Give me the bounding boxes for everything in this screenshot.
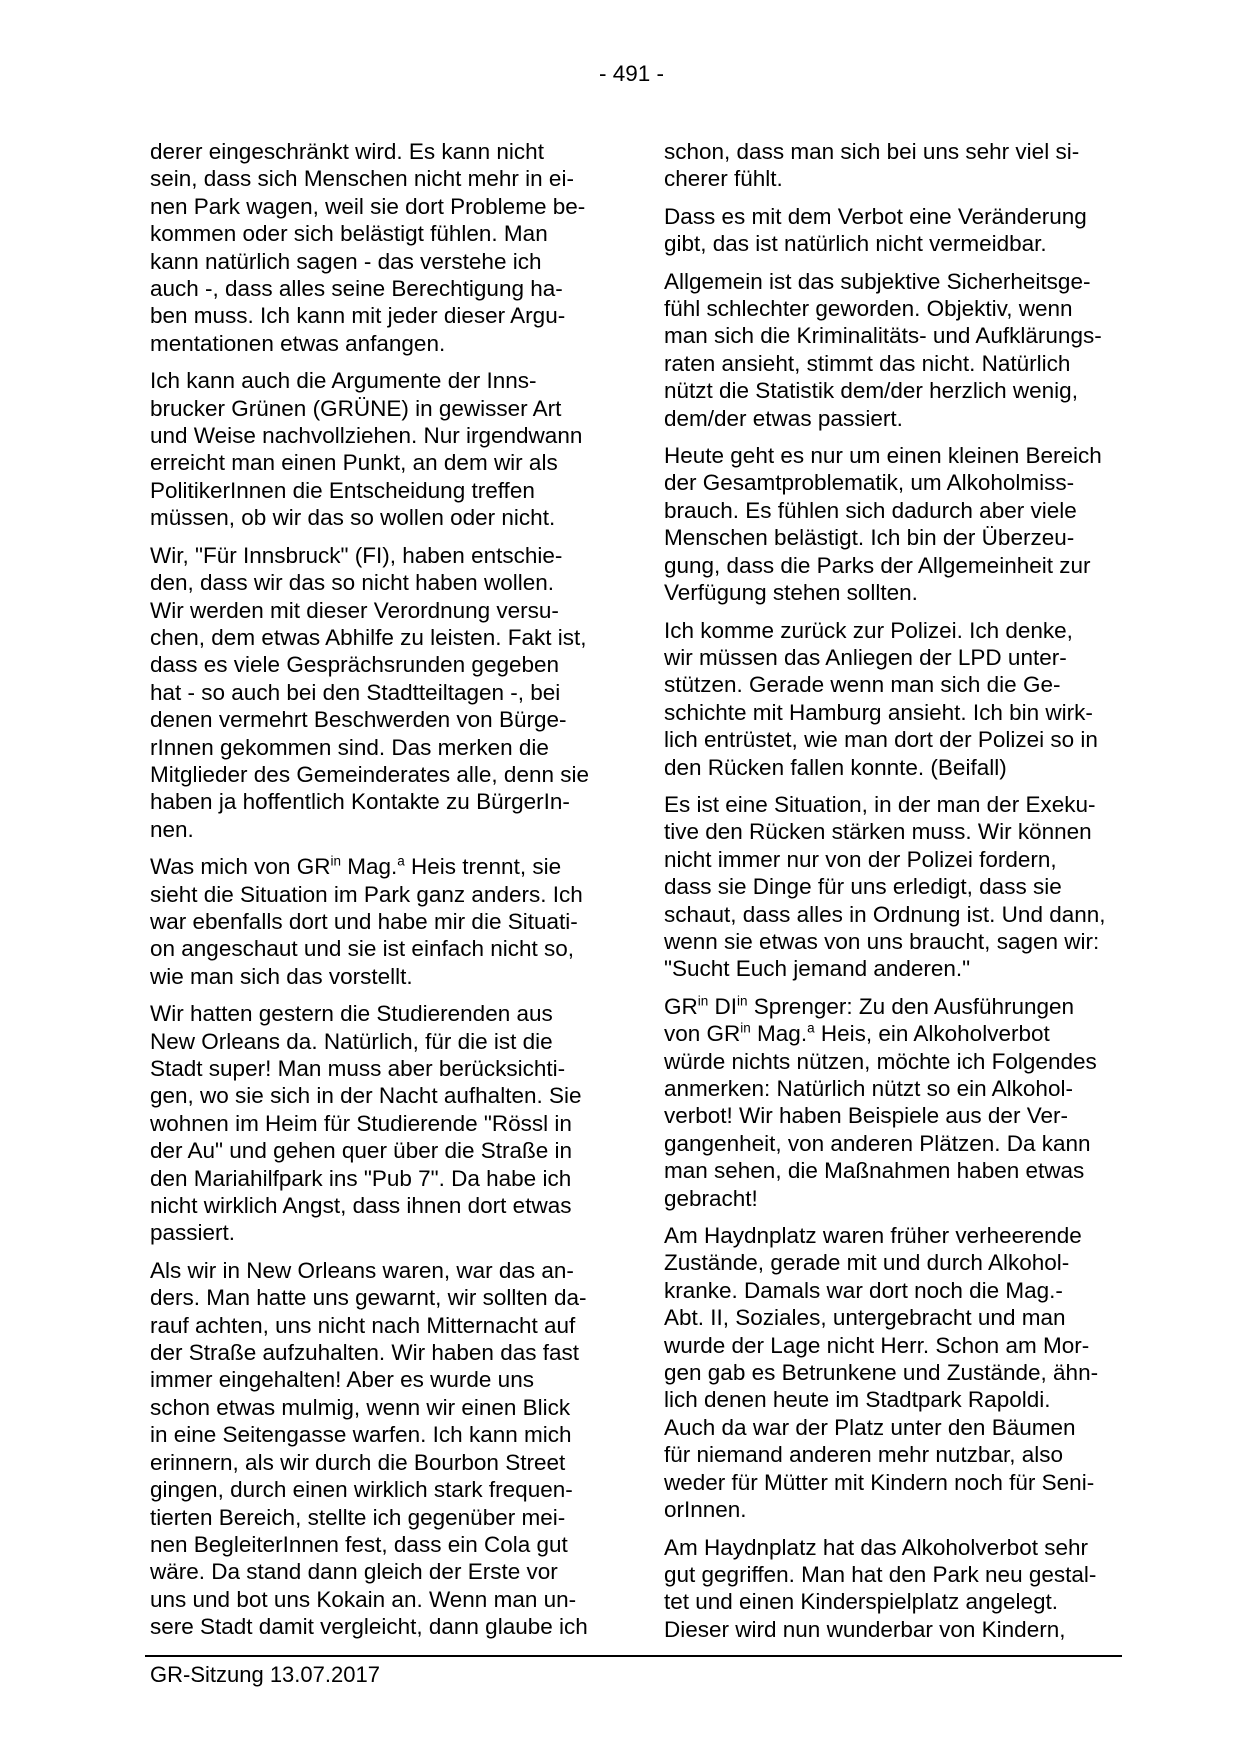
text-line: wenn sie etwas von uns braucht, sagen wir: [664,928,1100,954]
text-line: Was mich von $GR^{in}$ Mag.$^a$ Heis trennt, sie [150,853,562,880]
text-line: für niemand anderen mehr nutzbar, also [664,1442,1063,1468]
text-line: wäre. Da stand dann gleich der Erste vor [150,1559,558,1585]
right-text-column [664,138,1134,1653]
text-line: sieht die Situation im Park ganz anders. Ich [150,881,583,907]
text-line: Dieser wird nun wunderbar von Kindern, [664,1616,1066,1642]
text-line: rauf achten, uns nicht nach Mitternacht auf [150,1312,576,1338]
paragraph [150,138,620,357]
text-line: man sehen, die Maßnahmen haben etwas [664,1158,1085,1184]
text-line: $GR^{in}$ $DI^{in}$ Sprenger: Zu den Ausführungen [664,993,1075,1019]
text-line: tet und einen Kinderspielplatz angelegt. [664,1589,1059,1615]
text-line: Als wir in New Orleans waren, war das an- [150,1257,574,1283]
text-line: schon etwas mulmig, wenn wir einen Blick [150,1394,571,1420]
text-line: in eine Seitengasse warfen. Ich kann mich [150,1422,572,1448]
paragraph [664,791,1134,983]
text-line: tierten Bereich, stellte ich gegenüber mei- [150,1504,566,1530]
footer-session-label: GR-Sitzung 13.07.2017 [150,1662,380,1687]
text-line: den Mariahilfpark ins "Pub 7". Da habe ich [150,1165,572,1191]
text-line: New Orleans da. Natürlich, für die ist die [150,1028,553,1054]
text-line: Am Haydnplatz hat das Alkoholverbot sehr [664,1534,1088,1560]
text-line: nicht immer nur von der Polizei fordern, [664,846,1057,872]
text-line: verbot! Wir haben Beispiele aus der Ver- [664,1103,1068,1129]
text-line: gangenheit, von anderen Plätzen. Da kann [664,1130,1091,1156]
text-line: mentationen etwas anfangen. [150,330,446,356]
paragraph [150,367,620,531]
text-line: wie man sich das vorstellt. [150,963,413,989]
superscript: in [330,853,341,869]
text-line: kann natürlich sagen - das verstehe ich [150,248,542,274]
text-line: nützt die Statistik dem/der herzlich wenig, [664,378,1078,404]
text-line: gebracht! [664,1185,758,1211]
text-line: Stadt super! Man muss aber berücksichti- [150,1056,566,1081]
text-line: gen gab es Betrunkene und Zustände, ähn- [664,1360,1099,1386]
text-line: erreicht man einen Punkt, an dem wir als [150,450,558,476]
text-line: anmerken: Natürlich nützt so ein Alkohol- [664,1076,1073,1101]
text-line: nicht wirklich Angst, dass ihnen dort etwas [150,1193,572,1219]
text-line: denen vermehrt Beschwerden von Bürge- [150,707,567,733]
text-line: Mitglieder des Gemeinderates alle, denn sie [150,761,589,787]
paragraph [150,853,620,990]
text-line: schaut, dass alles in Ordnung ist. Und dann, [664,901,1106,927]
text-line: erinnern, als wir durch die Bourbon Street [150,1449,566,1475]
text-line: Menschen belästigt. Ich bin der Überzeu- [664,525,1075,551]
text-line: würde nichts nützen, möchte ich Folgendes [664,1048,1097,1074]
text-line: Auch da war der Platz unter den Bäumen [664,1414,1076,1440]
text-line: gibt, das ist natürlich nicht vermeidbar. [664,231,1047,257]
text-line: Ich komme zurück zur Polizei. Ich denke, [664,617,1073,643]
paragraph [664,1222,1134,1523]
text-line: Es ist eine Situation, in der man der Exeku- [664,791,1096,817]
text-line: stützen. Gerade wenn man sich die Ge- [664,672,1061,698]
text-line: der Au" und gehen quer über die Straße in [150,1138,573,1164]
text-line: sein, dass sich Menschen nicht mehr in ei- [150,166,574,192]
text-line: rInnen gekommen sind. Das merken die [150,734,549,760]
paragraph [150,542,620,843]
text-line: lich denen heute im Stadtpark Rapoldi. [664,1387,1051,1413]
text-line: PolitikerInnen die Entscheidung treffen [150,477,535,503]
text-line: nen BegleiterInnen fest, dass ein Cola gut [150,1531,568,1557]
text-line: wurde der Lage nicht Herr. Schon am Mor- [664,1332,1090,1358]
text-line: hat - so auch bei den Stadtteiltagen -, bei [150,679,561,705]
text-line: den Rücken fallen konnte. (Beifall) [664,754,1007,780]
text-line: sere Stadt damit vergleicht, dann glaube ich [150,1614,588,1640]
text-line: müssen, ob wir das so wollen oder nicht. [150,505,556,531]
text-line: Wir werden mit dieser Verordnung versu- [150,597,559,623]
text-line: Verfügung stehen sollten. [664,580,918,606]
paragraph [664,442,1134,606]
paragraph [664,1534,1134,1644]
text-line: wohnen im Heim für Studierende "Rössl in [150,1110,572,1136]
text-line: Ich kann auch die Argumente der Inns- [150,368,537,394]
text-line: tive den Rücken stärken muss. Wir können [664,819,1092,845]
text-line: dass es viele Gesprächsrunden gegeben [150,652,560,678]
paragraph [150,1000,620,1247]
paragraph [664,617,1134,781]
text-line: ben muss. Ich kann mit jeder dieser Argu- [150,303,566,329]
text-line: gingen, durch einen wirklich stark frequen- [150,1477,573,1503]
text-line: man sich die Kriminalitäts- und Aufklärungs- [664,323,1102,349]
text-line: cherer fühlt. [664,166,783,192]
paragraph [664,138,1134,193]
text-line: kommen oder sich belästigt fühlen. Man [150,221,548,247]
superscript: in [697,993,709,1009]
text-line: gen, wo sie sich in der Nacht aufhalten. Sie [150,1083,582,1109]
text-line: orInnen. [664,1497,747,1523]
text-line: dem/der etwas passiert. [664,405,903,431]
text-line: gut gegriffen. Man hat den Park neu gestal- [664,1561,1097,1587]
text-line: auch -, dass alles seine Berechtigung ha- [150,276,563,302]
text-line: Abt. II, Soziales, untergebracht und man [664,1305,1066,1331]
superscript: in [740,1020,751,1036]
text-line: lich entrüstet, wie man dort der Polizei so in [664,727,1098,753]
text-line: von $GR^{in}$ Mag.$^a$ Heis, ein Alkoholverbot [664,1020,1050,1047]
paragraph [664,268,1134,432]
paragraph [664,203,1134,258]
text-line: derer eingeschränkt wird. Es kann nicht [150,139,544,164]
text-line: Wir hatten gestern die Studierenden aus [150,1001,553,1027]
text-line: Heute geht es nur um einen kleinen Bereich [664,443,1102,469]
text-line: Am Haydnplatz waren früher verheerende [664,1223,1082,1249]
text-line: ders. Man hatte uns gewarnt, wir sollten da- [150,1285,587,1311]
footer-divider [145,1655,1122,1657]
text-line: raten ansieht, stimmt das nicht. Natürlich [664,350,1071,376]
text-line: on angeschaut und sie ist einfach nicht so, [150,936,575,962]
text-line: und Weise nachvollziehen. Nur irgendwann [150,423,583,449]
text-line: der Straße aufzuhalten. Wir haben das fast [150,1340,579,1366]
paragraph [150,1257,620,1641]
text-line: Wir, "Für Innsbruck" (FI), haben entschie- [150,542,563,568]
text-line: gung, dass die Parks der Allgemeinheit zur [664,552,1091,578]
text-line: passiert. [150,1220,236,1246]
superscript: a [397,853,405,869]
text-line: brucker Grünen (GRÜNE) in gewisser Art [150,395,562,421]
text-line: den, dass wir das so nicht haben wollen. [150,570,554,596]
text-line: weder für Mütter mit Kindern noch für Seni- [664,1469,1095,1495]
text-line: haben ja hoffentlich Kontakte zu BürgerIn- [150,789,570,815]
left-text-column [150,138,620,1651]
page-number: - 491 - [598,61,665,86]
text-line: Dass es mit dem Verbot eine Veränderung [664,203,1087,229]
text-line: schon, dass man sich bei uns sehr viel si- [664,139,1080,164]
superscript: a [807,1020,815,1036]
text-line: wir müssen das Anliegen der LPD unter- [664,644,1067,670]
text-line: brauch. Es fühlen sich dadurch aber viele [664,497,1077,523]
text-line: immer eingehalten! Aber es wurde uns [150,1367,534,1393]
text-line: kranke. Damals war dort noch die Mag.- [664,1277,1063,1303]
text-line: war ebenfalls dort und habe mir die Situati- [150,908,578,934]
text-line: der Gesamtproblematik, um Alkoholmiss- [664,470,1075,496]
text-line: fühl schlechter geworden. Objektiv, wenn [664,296,1073,322]
text-line: uns und bot uns Kokain an. Wenn man un- [150,1586,577,1612]
text-line: Zustände, gerade mit und durch Alkohol- [664,1250,1070,1276]
superscript: in [737,993,748,1009]
text-line: nen. [150,816,194,842]
text-line: "Sucht Euch jemand anderen." [664,956,971,982]
paragraph [664,993,1134,1212]
text-line: schichte mit Hamburg ansieht. Ich bin wirk- [664,699,1093,725]
text-line: Allgemein ist das subjektive Sicherheitsge- [664,268,1091,294]
text-line: chen, dem etwas Abhilfe zu leisten. Fakt ist, [150,624,587,650]
text-line: dass sie Dinge für uns erledigt, dass sie [664,874,1062,900]
text-line: nen Park wagen, weil sie dort Probleme be- [150,193,586,219]
